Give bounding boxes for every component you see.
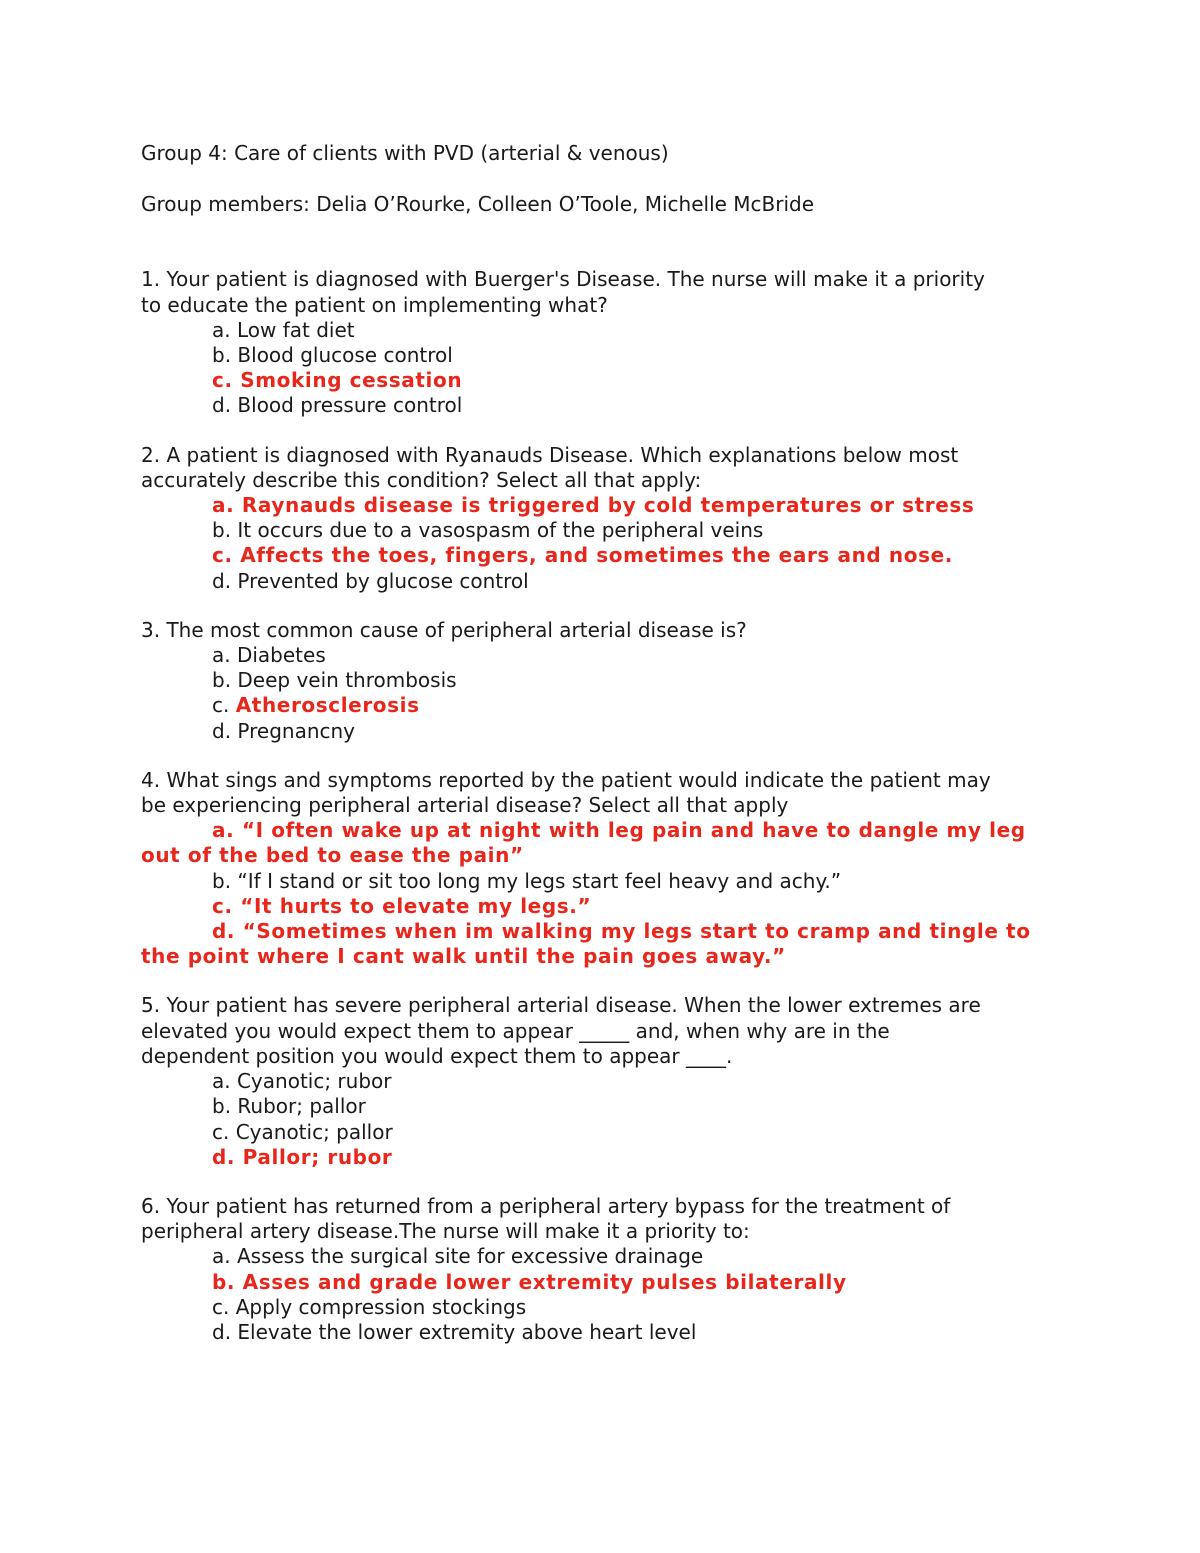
option-d: d. Prevented by glucose control [212, 568, 529, 593]
option-b: b. Deep vein thrombosis [212, 668, 457, 693]
question-text: 5. Your patient has severe peripheral arterial disease. When the lower extremes are [141, 993, 981, 1018]
question-text: 6. Your patient has returned from a peripheral artery bypass for the treatment of [141, 1193, 951, 1218]
option-c-correct: c. Affects the toes, fingers, and sometimes the ears and nose. [212, 543, 953, 568]
option-d: d. Pregnancny [212, 718, 356, 743]
option-b: b. “If I stand or sit too long my legs start feel heavy and achy.” [212, 868, 842, 893]
document-page [141, 141, 1071, 1345]
option-a-correct-continued: out of the bed to ease the pain” [141, 843, 524, 868]
option-c-correct: Atherosclerosis [235, 693, 420, 718]
question-text: dependent position you would expect them to appear ____. [141, 1043, 733, 1068]
option-a-correct: a. Raynauds disease is triggered by cold temperatures or stress [212, 493, 975, 518]
option-c: c. Apply compression stockings [212, 1294, 527, 1319]
option-a: a. Low fat diet [212, 317, 355, 342]
document-title: Group 4: Care of clients with PVD (arterial & venous) [141, 141, 669, 165]
question-text: peripheral artery disease.The nurse will make it a priority to: [141, 1219, 750, 1244]
option-d-correct-continued: the point where I cant walk until the pain goes away.” [141, 944, 786, 969]
option-a-correct: a. “I often wake up at night with leg pain and have to dangle my leg [212, 818, 1026, 843]
option-d-correct: d. Pallor; rubor [212, 1144, 393, 1169]
option-c-correct: c. Smoking cessation [212, 368, 463, 393]
question-text: to educate the patient on implementing what? [141, 292, 608, 317]
question-text: be experiencing peripheral arterial disease? Select all that apply [141, 793, 789, 818]
question-text: elevated you would expect them to appear _____ and, when why are in the [141, 1018, 890, 1043]
option-b-correct: b. Asses and grade lower extremity pulses bilaterally [212, 1269, 847, 1294]
question-text: 2. A patient is diagnosed with Ryanauds Disease. Which explanations below most [141, 442, 959, 467]
option-c: c. Cyanotic; pallor [212, 1119, 393, 1144]
question-text: 1. Your patient is diagnosed with Buerger's Disease. The nurse will make it a priority [141, 267, 985, 292]
option-a: a. Assess the surgical site for excessive drainage [212, 1244, 704, 1269]
question-6 [141, 1194, 1071, 1345]
option-d-correct: d. “Sometimes when im walking my legs start to cramp and tingle to [212, 919, 1031, 944]
option-a: a. Diabetes [212, 643, 326, 668]
question-text: 3. The most common cause of peripheral arterial disease is? [141, 617, 747, 642]
option-b: b. Rubor; pallor [212, 1094, 366, 1119]
option-c [141, 693, 1071, 718]
question-2 [141, 443, 1071, 594]
option-c-prefix: c. [212, 693, 236, 718]
option-d: d. Blood pressure control [212, 393, 463, 418]
question-3 [141, 618, 1071, 744]
question-1 [141, 267, 1071, 418]
option-b: b. Blood glucose control [212, 343, 453, 368]
question-text: 4. What sings and symptoms reported by the patient would indicate the patient may [141, 767, 991, 792]
question-text: accurately describe this condition? Select all that apply: [141, 467, 702, 492]
option-b: b. It occurs due to a vasospasm of the peripheral veins [212, 518, 764, 543]
option-d: d. Elevate the lower extremity above heart level [212, 1319, 697, 1344]
question-4 [141, 768, 1071, 970]
question-5 [141, 993, 1071, 1169]
group-members: Group members: Delia O’Rourke, Colleen O’Toole, Michelle McBride [141, 192, 815, 217]
option-c-correct: c. “It hurts to elevate my legs.” [212, 893, 592, 918]
option-a: a. Cyanotic; rubor [212, 1069, 392, 1094]
